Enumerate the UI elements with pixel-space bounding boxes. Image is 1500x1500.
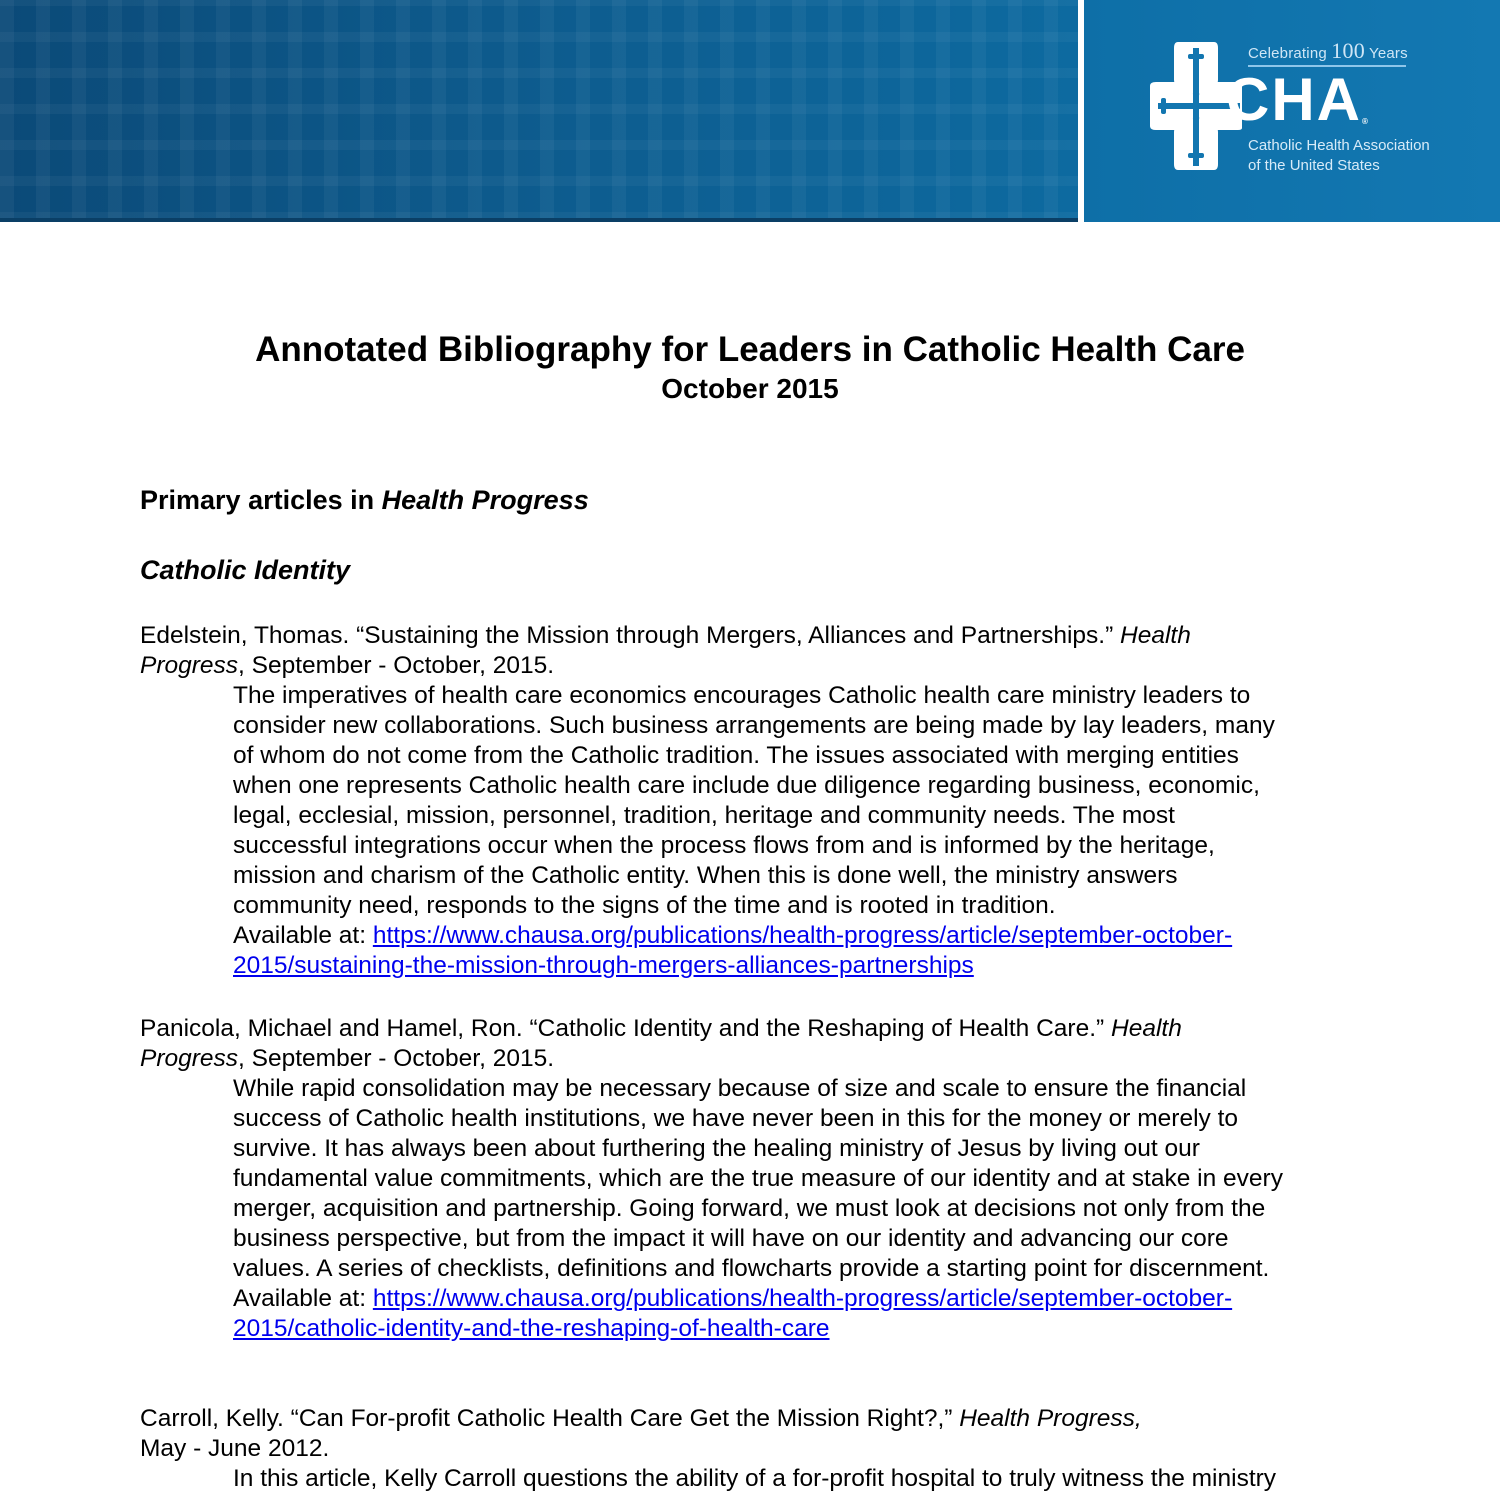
tagline-number: 100 [1331,38,1365,63]
annotation-line: consider new collaborations. Such business arrangements are being made by lay leaders, many [233,712,1275,739]
bibliography-entry [140,1404,1370,1494]
annotation-line: While rapid consolidation may be necessary because of size and scale to ensure the financial [233,1075,1247,1102]
citation-line: Panicola, Michael and Hamel, Ron. “Catholic Identity and the Reshaping of Health Care.” Health [140,1015,1182,1042]
annotation-line: when one represents Catholic health care include due diligence regarding business, economic, [233,772,1260,799]
citation [140,621,1370,681]
logo-tagline [1248,38,1408,64]
header-banner [0,0,1500,222]
citation [140,1014,1370,1074]
annotation [233,1074,1370,1344]
section-heading-prefix: Primary articles in [140,485,382,515]
annotation-line: values. A series of checklists, definitions and flowcharts provide a starting point for discernment. [233,1255,1270,1282]
section-heading [140,483,589,517]
logo-acronym [1226,66,1370,133]
logo-org-name [1248,136,1430,176]
annotation-line: merger, acquisition and partnership. Going forward, we must look at decisions not only from the [233,1195,1266,1222]
annotation-line: The imperatives of health care economics encourages Catholic health care ministry leaders to [233,682,1251,709]
bibliography-entry [140,621,1370,981]
citation [140,1404,1370,1464]
annotation-line: survive. It has always been about furthering the healing ministry of Jesus by living out our [233,1135,1200,1162]
annotation-line: successful integrations occur when the process flows from and is informed by the heritage, [233,832,1215,859]
annotation-line: mission and charism of the Catholic entity. When this is done well, the ministry answers [233,862,1178,889]
banner-pattern-panel [0,0,1078,222]
document-date: October 2015 [661,373,839,404]
subsection-heading: Catholic Identity [140,555,351,585]
article-link-continued[interactable]: 2015/sustaining-the-mission-through-mergers-alliances-partnerships [233,952,974,979]
org-name-line2: of the United States [1248,157,1380,174]
annotation-line: of whom do not come from the Catholic tradition. The issues associated with merging entities [233,742,1239,769]
annotation-line: fundamental value commitments, which are the true measure of our identity and at stake in every [233,1165,1283,1192]
annotation-line: business perspective, but from the impact it will have on our identity and advancing our core [233,1225,1229,1252]
citation-line: Carroll, Kelly. “Can For-profit Catholic Health Care Get the Mission Right?,” Health Progress, [140,1405,1142,1432]
annotation-line: community need, responds to the signs of the time and is rooted in tradition. [233,892,1056,919]
citation-line: Progress, September - October, 2015. [140,1045,554,1072]
annotation-line: legal, ecclesial, mission, personnel, tradition, heritage and community needs. The most [233,802,1175,829]
annotation [233,681,1370,981]
citation-line: Edelstein, Thomas. “Sustaining the Mission through Mergers, Alliances and Partnerships.” Health [140,622,1191,649]
article-link[interactable]: https://www.chausa.org/publications/health-progress/article/september-october- [372,1285,1233,1312]
citation-line: Progress, September - October, 2015. [140,652,554,679]
logo-acronym-text: CHA [1226,66,1362,133]
article-link-continued[interactable]: 2015/catholic-identity-and-the-reshaping-of-health-care [233,1315,830,1342]
section-heading-journal: Health Progress [381,485,589,515]
registered-mark: ® [1362,117,1370,126]
available-at: Available at: https://www.chausa.org/publications/health-progress/article/september-october- [233,922,1233,949]
tagline-prefix: Celebrating [1248,45,1327,62]
annotation [233,1464,1370,1494]
annotation-line: In this article, Kelly Carroll questions the ability of a for-profit hospital to truly witness the ministry [233,1465,1277,1492]
available-at: Available at: https://www.chausa.org/publications/health-progress/article/september-october- [233,1285,1233,1312]
tagline-suffix: Years [1369,45,1408,62]
bibliography-entry [140,1014,1370,1344]
article-link[interactable]: https://www.chausa.org/publications/health-progress/article/september-october- [372,922,1233,949]
org-name-line1: Catholic Health Association [1248,137,1430,154]
document-title: Annotated Bibliography for Leaders in Catholic Health Care [255,330,1245,369]
citation-line: May - June 2012. [140,1435,330,1462]
annotation-line: success of Catholic health institutions, we have never been in this for the money or merely to [233,1105,1239,1132]
